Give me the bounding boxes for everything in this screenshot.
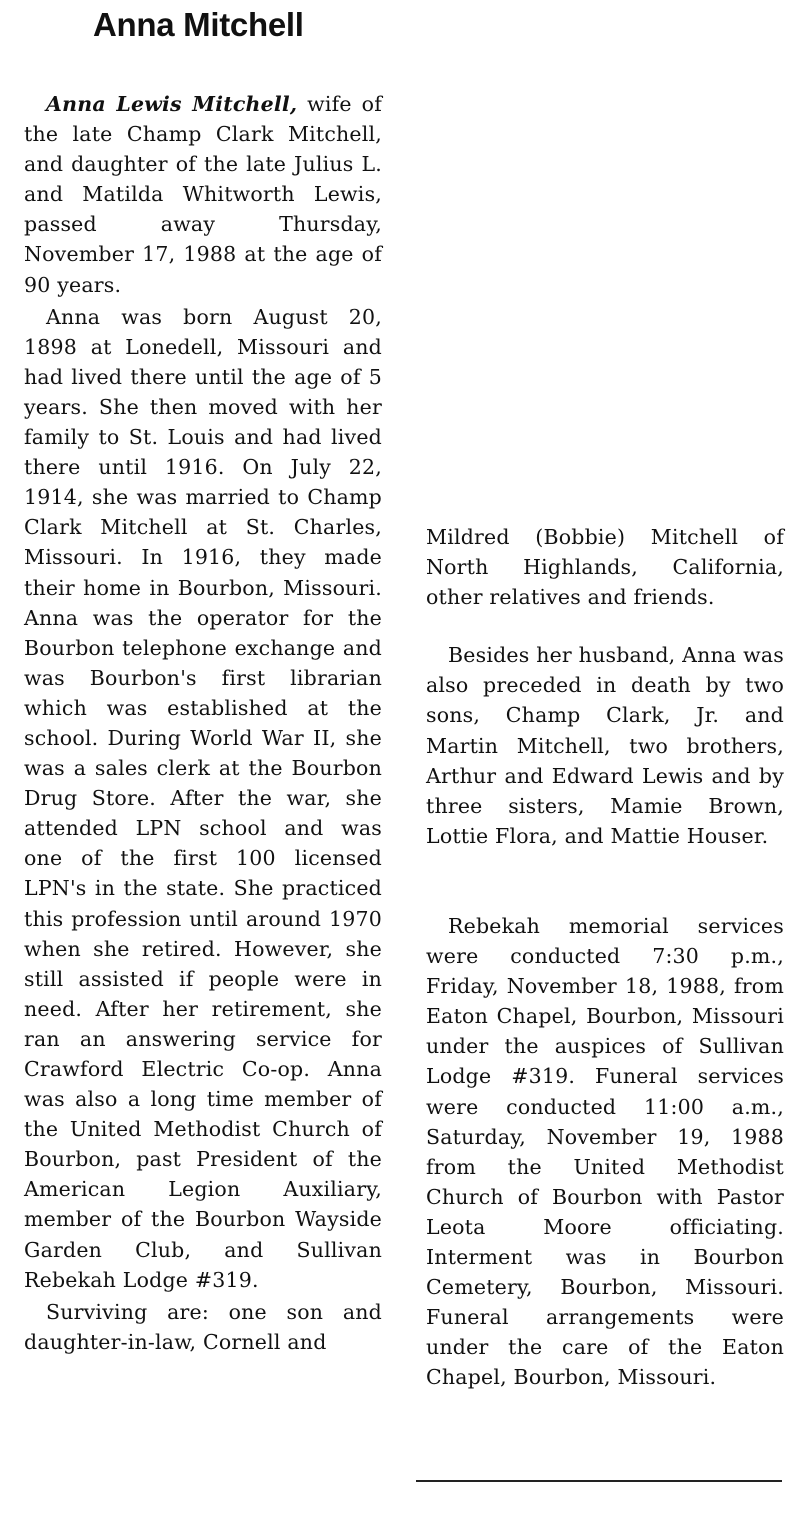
right-column <box>426 522 784 1392</box>
paragraph-preceded-in-death: Besides her husband, Anna was also preceded in death by two sons, Champ Clark, Jr. and Martin Mitchell, two brothers, Arthur and Edward Lewis and by three sisters, Mamie Brown, Lottie Flora, and Mattie Houser. <box>426 643 784 848</box>
paragraph-biography: Anna was born August 20, 1898 at Lonedell, Missouri and had lived there until the age of 5 years. She then moved with her family to St. Louis and had lived there until 1916. On July 22, 1914, she was married to Champ Clark Mitchell at St. Charles, Missouri. In 1916, they made their home in Bourbon, Missouri. Anna was the operator for the Bourbon telephone exchange and was Bourbon's first librarian which was established at the school. During World War II, she was a sales clerk at the Bourbon Drug Store. After the war, she attended LPN school and was one of the first 100 licensed LPN's in the state. She practiced this profession until around 1970 when she retired. However, she still assisted if people were in need. After her retirement, she ran an answering service for Crawford Electric Co-op. Anna was also a long time member of the United Methodist Church of Bourbon, past President of the American Legion Auxiliary, member of the Bourbon Wayside Garden Club, and Sullivan Rebekah Lodge #319. <box>24 304 382 1292</box>
left-column <box>24 89 382 1357</box>
lead-name: Anna Lewis Mitchell, <box>46 92 298 116</box>
paragraph-intro <box>24 89 382 300</box>
paragraph-survivors-continued: Mildred (Bobbie) Mitchell of North Highlands, California, other relatives and friends. <box>426 525 784 610</box>
obituary-headline: Anna Mitchell <box>93 6 304 43</box>
paragraph-services: Rebekah memorial services were conducted 7:30 p.m., Friday, November 18, 1988, from Eaton Chapel, Bourbon, Missouri under the auspices of Sullivan Lodge #319. Funeral services were conducted 11:00 a.m., Saturday, November 19, 1988 from the United Methodist Church of Bourbon with Pastor Leota Moore officiating. Interment was in Bourbon Cemetery, Bourbon, Missouri. Funeral arrangements were under the care of the Eaton Chapel, Bourbon, Missouri. <box>426 913 784 1390</box>
closing-rule <box>416 1480 782 1482</box>
intro-text: wife of the late Champ Clark Mitchell, and daughter of the late Julius L. and Matilda Whitworth Lewis, passed away Thursday, November 17, 1988 at the age of 90 years. <box>24 92 382 297</box>
paragraph-survivors-start: Surviving are: one son and daughter-in-law, Cornell and <box>24 1299 382 1354</box>
